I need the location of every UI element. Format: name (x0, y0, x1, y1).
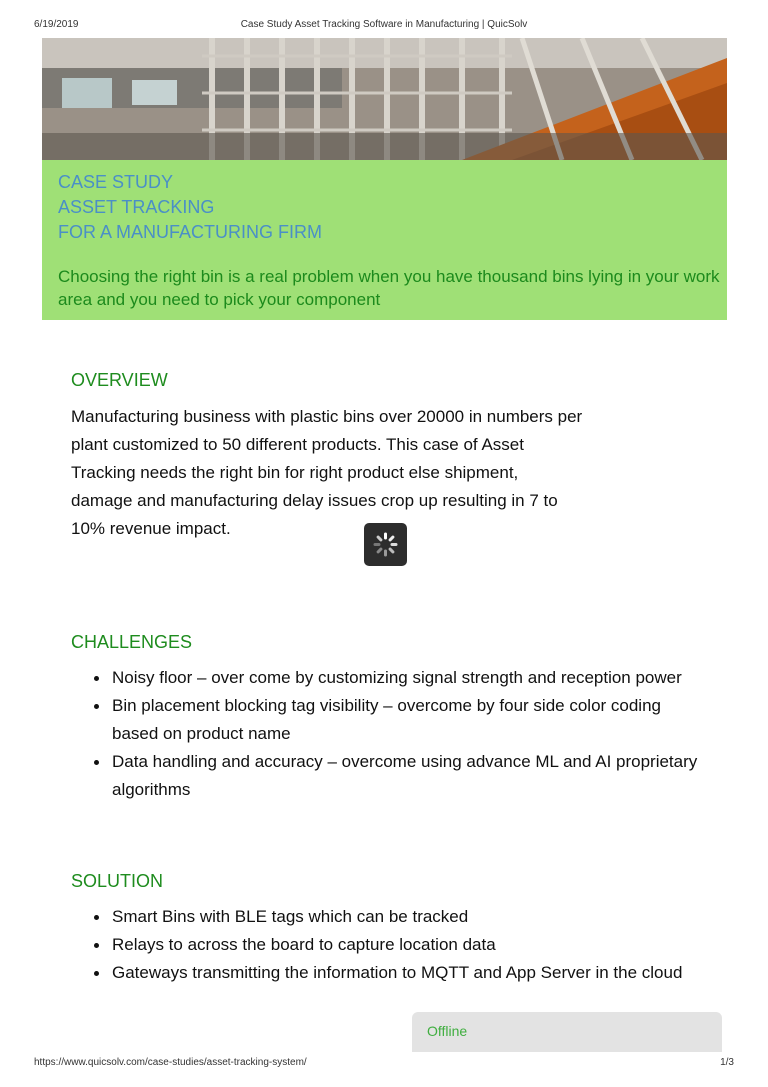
print-footer (0, 1056, 768, 1076)
overview-title: OVERVIEW (71, 370, 168, 390)
banner-heading-line: FOR A MANUFACTURING FIRM (58, 222, 323, 242)
challenges-list (88, 664, 708, 804)
solution-title: SOLUTION (71, 871, 164, 891)
print-header (0, 0, 768, 36)
list-item: Data handling and accuracy – overcome using advance ML and AI proprietary algorithms (88, 748, 708, 804)
list-item: Gateways transmitting the information to MQTT and App Server in the cloud (88, 959, 708, 987)
challenges-title: CHALLENGES (71, 632, 193, 652)
overview-line: Tracking needs the right bin for right product else shipment, (71, 463, 519, 482)
warehouse-racks-illustration (42, 38, 727, 160)
list-item: Bin placement blocking tag visibility – overcome by four side color coding based on product name (88, 692, 708, 748)
page-number: 1/3 (720, 1057, 734, 1068)
offline-status-badge[interactable]: Offline (412, 1012, 722, 1052)
overview-line: Manufacturing business with plastic bins over 20000 in numbers per (71, 407, 583, 426)
list-item: Smart Bins with BLE tags which can be tracked (88, 903, 708, 931)
print-date: 6/19/2019 (34, 19, 79, 30)
overview-line: plant customized to 50 different products. This case of Asset (71, 435, 524, 454)
banner-tagline: Choosing the right bin is a real problem when you have thousand bins lying in your work area and you need to pick your component (58, 267, 720, 309)
print-url: https://www.quicsolv.com/case-studies/asset-tracking-system/ (34, 1057, 307, 1068)
loading-spinner (364, 523, 407, 566)
list-item: Relays to across the board to capture location data (88, 931, 708, 959)
banner-heading (58, 170, 322, 245)
list-item: Noisy floor – over come by customizing signal strength and reception power (88, 664, 708, 692)
banner-heading-line: CASE STUDY (58, 172, 174, 192)
overview-line: damage and manufacturing delay issues crop up resulting in 7 to (71, 491, 558, 510)
hero-warehouse-image (42, 38, 727, 160)
case-study-banner (42, 160, 727, 320)
overview-line: 10% revenue impact. (71, 519, 231, 538)
banner-heading-line: ASSET TRACKING (58, 197, 215, 217)
solution-list (88, 903, 708, 987)
print-page-title: Case Study Asset Tracking Software in Manufacturing | QuicSolv (240, 19, 528, 30)
spinner-icon (364, 523, 407, 566)
overview-paragraph (71, 403, 671, 543)
